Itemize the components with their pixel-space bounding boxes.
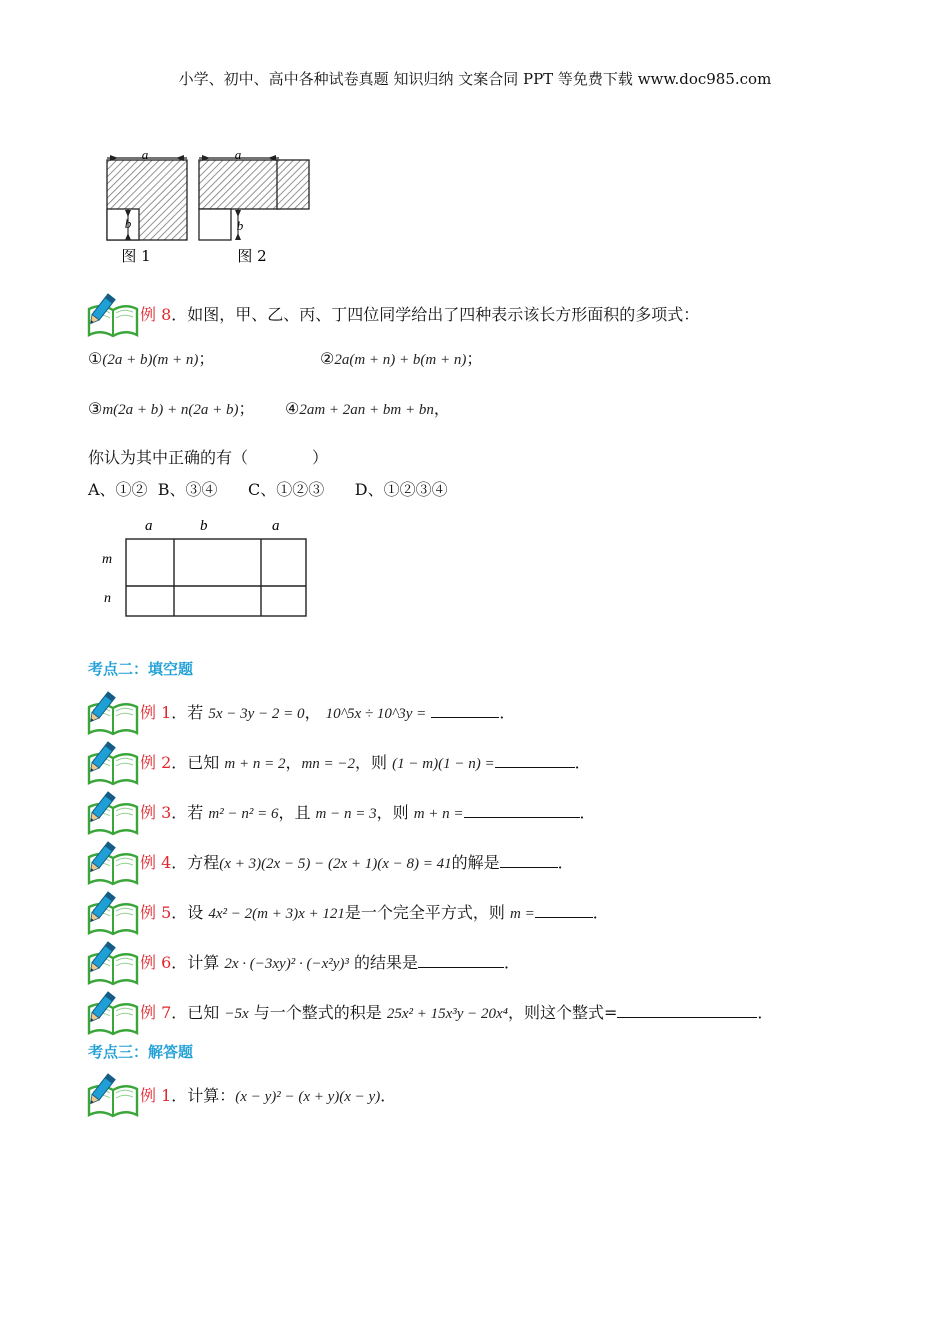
fill-7-expression: −5x xyxy=(224,1006,249,1022)
fill-1-expression-2: 10^5x ÷ 10^3y = xyxy=(325,706,427,722)
fill-6-suffix: ． xyxy=(503,953,520,972)
example-8-question xyxy=(140,304,699,326)
fill-3-expression: m² − n² = 6 xyxy=(208,806,279,822)
option-2 xyxy=(320,348,482,371)
section-2-heading: 考点二：填空题 xyxy=(88,660,194,678)
example-book-icon xyxy=(86,941,140,987)
fill-2-expression-2: mn = −2 xyxy=(301,756,356,772)
option-3-number: ③ xyxy=(88,399,103,418)
fill-example-6 xyxy=(140,952,520,975)
fill-7-suffix: ． xyxy=(757,1003,774,1022)
solve-1-prefix: ．计算： xyxy=(171,1086,236,1105)
example-book-icon xyxy=(86,741,140,787)
fill-example-5 xyxy=(140,902,609,925)
fill-4-mid: 的解是 xyxy=(451,853,500,872)
example-book-icon xyxy=(86,293,140,339)
fill-1-expression: 5x − 3y − 2 = 0 xyxy=(208,706,305,722)
option-4-separator: ， xyxy=(433,399,450,418)
fill-6-prefix: ．计算 xyxy=(171,953,225,972)
fill-3-mid: ，且 xyxy=(278,803,316,822)
option-2-number: ② xyxy=(320,349,335,368)
grid-label-a-right: a xyxy=(272,518,280,534)
fill-4-expression: (x + 3)(2x − 5) − (2x + 1)(x − 8) = 41 xyxy=(219,856,452,872)
fill-5-expression-2: m = xyxy=(509,906,535,922)
page-header: 小学、初中、高中各种试卷真题 知识归纳 文案合同 PPT 等免费下载 www.doc985.com xyxy=(178,70,772,88)
figure-1-label-b: b xyxy=(124,216,132,231)
option-3 xyxy=(88,398,255,421)
example-8-label: 例 8 xyxy=(140,305,172,324)
fill-2-prefix: ．已知 xyxy=(171,753,225,772)
grid-label-a-left: a xyxy=(145,518,153,534)
option-4-expression: 2am + 2an + bm + bn xyxy=(299,402,434,418)
option-3-separator: ； xyxy=(238,399,255,418)
fill-example-4 xyxy=(140,852,574,875)
fill-2-suffix: ． xyxy=(574,753,591,772)
example-book-icon xyxy=(86,791,140,837)
grid-label-n: n xyxy=(104,591,111,606)
example-book-icon xyxy=(86,841,140,887)
example-8-choices: A、①② B、③④ C、①②③ D、①②③④ xyxy=(88,480,448,499)
fill-1-label: 例 1 xyxy=(140,703,172,722)
option-1-separator: ； xyxy=(198,349,215,368)
fill-example-2 xyxy=(140,752,591,775)
figure-1-label-a: a xyxy=(141,148,149,162)
fill-4-prefix: ．方程 xyxy=(171,853,220,872)
fill-7-mid-2: ，则这个整式= xyxy=(507,1003,618,1022)
section-3-heading: 考点三：解答题 xyxy=(88,1043,194,1061)
fill-2-expression: m + n = 2 xyxy=(224,756,286,772)
answer-blank[interactable] xyxy=(431,702,499,718)
fill-4-suffix: ． xyxy=(557,853,574,872)
answer-blank[interactable] xyxy=(495,752,575,768)
fill-example-7 xyxy=(140,1002,773,1025)
fill-5-expression: 4x² − 2(m + 3)x + 121 xyxy=(208,906,345,922)
fill-3-mid-2: ，则 xyxy=(376,803,414,822)
fill-3-expression-3: m + n = xyxy=(413,806,464,822)
solve-1-suffix: ． xyxy=(380,1086,397,1105)
fill-3-label: 例 3 xyxy=(140,803,172,822)
figure-1-2 xyxy=(100,148,320,270)
fill-example-1 xyxy=(140,702,515,725)
option-2-expression: 2a(m + n) + b(m + n) xyxy=(334,352,467,368)
option-1-number: ① xyxy=(88,349,103,368)
option-2-separator: ； xyxy=(466,349,483,368)
fill-2-expression-3: (1 − m)(1 − n) = xyxy=(392,756,495,772)
rectangle-grid-figure xyxy=(96,513,316,623)
figure-2 xyxy=(199,148,309,265)
option-4-number: ④ xyxy=(285,399,300,418)
figure-1 xyxy=(107,148,187,265)
fill-2-label: 例 2 xyxy=(140,753,172,772)
figure-1-caption: 图 1 xyxy=(121,247,151,265)
fill-1-prefix: ．若 xyxy=(171,703,209,722)
fill-3-expression-2: m − n = 3 xyxy=(315,806,377,822)
option-4 xyxy=(285,398,450,421)
example-book-icon xyxy=(86,991,140,1037)
fill-6-expression: 2x · (−3xy)² · (−x²y)³ xyxy=(224,956,349,972)
fill-6-mid: 的结果是 xyxy=(348,953,418,972)
example-8-text: ．如图，甲、乙、丙、丁四位同学给出了四种表示该长方形面积的多项式： xyxy=(171,305,700,324)
example-book-icon xyxy=(86,1073,140,1119)
answer-blank[interactable] xyxy=(500,852,558,868)
fill-2-mid-2: ，则 xyxy=(355,753,393,772)
fill-example-3 xyxy=(140,802,596,825)
grid-label-m: m xyxy=(102,552,113,567)
fill-1-mid: ， xyxy=(304,703,321,722)
solve-1-expression: (x − y)² − (x + y)(x − y) xyxy=(235,1089,381,1105)
fill-4-label: 例 4 xyxy=(140,853,172,872)
example-8-prompt: 你认为其中正确的有（ ） xyxy=(88,448,329,467)
solve-example-1 xyxy=(140,1085,396,1108)
option-3-expression: m(2a + b) + n(2a + b) xyxy=(102,402,239,418)
fill-5-prefix: ．设 xyxy=(171,903,209,922)
fill-6-label: 例 6 xyxy=(140,953,172,972)
fill-1-suffix: ． xyxy=(499,703,516,722)
fill-7-expression-2: 25x² + 15x³y − 20x⁴ xyxy=(386,1006,508,1022)
figure-2-caption: 图 2 xyxy=(237,247,267,265)
fill-5-suffix: ． xyxy=(592,903,609,922)
fill-7-prefix: ．已知 xyxy=(171,1003,225,1022)
fill-3-suffix: ． xyxy=(579,803,596,822)
option-1-expression: (2a + b)(m + n) xyxy=(102,352,199,368)
fill-3-prefix: ．若 xyxy=(171,803,209,822)
fill-7-mid: 与一个整式的积是 xyxy=(248,1003,387,1022)
fill-5-label: 例 5 xyxy=(140,903,172,922)
fill-2-mid: ， xyxy=(285,753,302,772)
fill-7-label: 例 7 xyxy=(140,1003,172,1022)
answer-blank[interactable] xyxy=(464,802,580,818)
example-book-icon xyxy=(86,691,140,737)
answer-blank[interactable] xyxy=(418,952,504,968)
answer-blank[interactable] xyxy=(617,1002,757,1018)
solve-1-label: 例 1 xyxy=(140,1086,172,1105)
fill-5-mid: 是一个完全平方式，则 xyxy=(344,903,510,922)
answer-blank[interactable] xyxy=(535,902,593,918)
figure-2-label-a: a xyxy=(234,148,242,162)
option-1 xyxy=(88,348,214,371)
grid-label-b: b xyxy=(200,518,208,534)
figure-2-label-b: b xyxy=(236,218,244,233)
example-book-icon xyxy=(86,891,140,937)
